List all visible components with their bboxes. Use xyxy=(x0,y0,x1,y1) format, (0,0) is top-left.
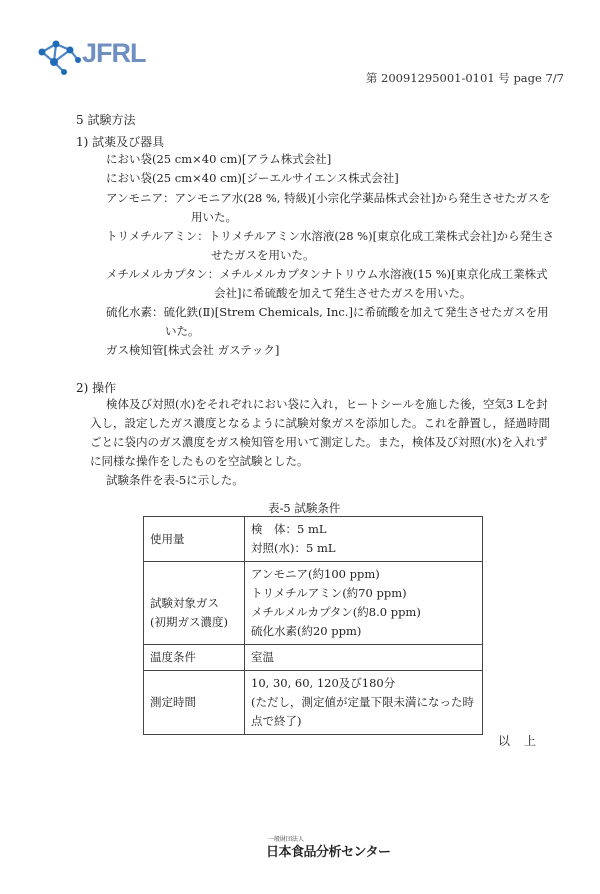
jfrl-logo xyxy=(36,36,176,82)
reagent-item: 硫化水素：硫化鉄(Ⅱ)[Strem Chemicals, Inc.]に希硫酸を加えて発生させたガスを用 xyxy=(106,305,549,319)
value-line: 対照(水)：5 mL xyxy=(251,541,336,555)
document-number: 第 20091295001-0101 号 page 7/7 xyxy=(365,71,564,85)
row-label: 測定時間 xyxy=(144,671,245,735)
row-value xyxy=(245,562,483,645)
value-line: (ただし，測定値が定量下限未満になった時 xyxy=(251,695,474,709)
reagent-item: ガス検知管[株式会社 ガステック] xyxy=(106,343,280,357)
row-value xyxy=(245,645,483,671)
value-line: 硫化水素(約20 ppm) xyxy=(251,624,362,638)
end-mark: 以上 xyxy=(498,734,551,748)
value-line: アンモニア(約100 ppm) xyxy=(251,567,380,581)
row-value xyxy=(245,517,483,562)
subsection-reagents: 1) 試薬及び器具 xyxy=(76,135,165,149)
table-row xyxy=(144,671,483,735)
paragraph-line: ごとに袋内のガス濃度をガス検知管を用いて測定した。また，検体及び対照(水)を入れず xyxy=(90,435,548,449)
table-row xyxy=(144,562,483,645)
value-line: 10, 30, 60, 120及び180分 xyxy=(251,676,396,690)
reagent-item: アンモニア：アンモニア水(28 %, 特級)[小宗化学薬品株式会社]から発生させたガスを xyxy=(106,191,551,205)
footer-organization xyxy=(226,826,391,866)
row-label-text: 試験対象ガス (初期ガス濃度) xyxy=(150,595,228,629)
table-row xyxy=(144,517,483,562)
paragraph-line: 検体及び対照(水)をそれぞれにおい袋に入れ，ヒートシールを施した後，空気3 Lを封 xyxy=(106,397,548,411)
paragraph-line: 試験条件を表-5に示した。 xyxy=(106,473,244,487)
reagent-item: メチルメルカプタン：メチルメルカプタンナトリウム水溶液(15 %)[東京化成工業株式 xyxy=(106,267,548,281)
footer-org-type: 一般財団法人 xyxy=(268,837,305,843)
row-label: 温度条件 xyxy=(144,645,245,671)
value-line: 室温 xyxy=(251,650,274,664)
logo-text: JFRL xyxy=(82,38,146,68)
table-row xyxy=(144,645,483,671)
subsection-operation: 2) 操作 xyxy=(76,381,117,395)
footer-org-name: 日本食品分析センター xyxy=(266,844,391,859)
reagent-item: トリメチルアミン：トリメチルアミン水溶液(28 %)[東京化成工業株式会社]から発生さ xyxy=(106,229,555,243)
paragraph-line: 入し，設定したガス濃度となるように試験対象ガスを添加した。これを静置し，経過時間 xyxy=(90,416,550,430)
paragraph-line: に同様な操作をしたものを空試験とした。 xyxy=(90,454,309,468)
row-label xyxy=(144,562,245,645)
value-line: 検 体：5 mL xyxy=(251,522,327,536)
row-label: 使用量 xyxy=(144,517,245,562)
section-title: 5 試験方法 xyxy=(76,113,136,127)
reagent-item-cont: いた。 xyxy=(165,324,200,338)
row-value xyxy=(245,671,483,735)
network-logo-icon xyxy=(36,36,82,78)
reagent-item: におい袋(25 cm×40 cm)[ジーエルサイエンス株式会社] xyxy=(106,171,399,185)
table-caption: 表-5 試験条件 xyxy=(268,501,341,515)
value-line: トリメチルアミン(約70 ppm) xyxy=(251,586,407,600)
reagent-item-cont: せたガスを用いた。 xyxy=(211,248,315,262)
reagent-item-cont: 会社]に希硫酸を加えて発生させたガスを用いた。 xyxy=(214,286,472,300)
reagent-item-cont: 用いた。 xyxy=(191,210,237,224)
test-conditions-table xyxy=(143,516,483,735)
reagent-item: におい袋(25 cm×40 cm)[アラム株式会社] xyxy=(106,152,332,166)
value-line: メチルメルカプタン(約8.0 ppm) xyxy=(251,605,421,619)
value-line: 点で終了) xyxy=(251,714,302,728)
